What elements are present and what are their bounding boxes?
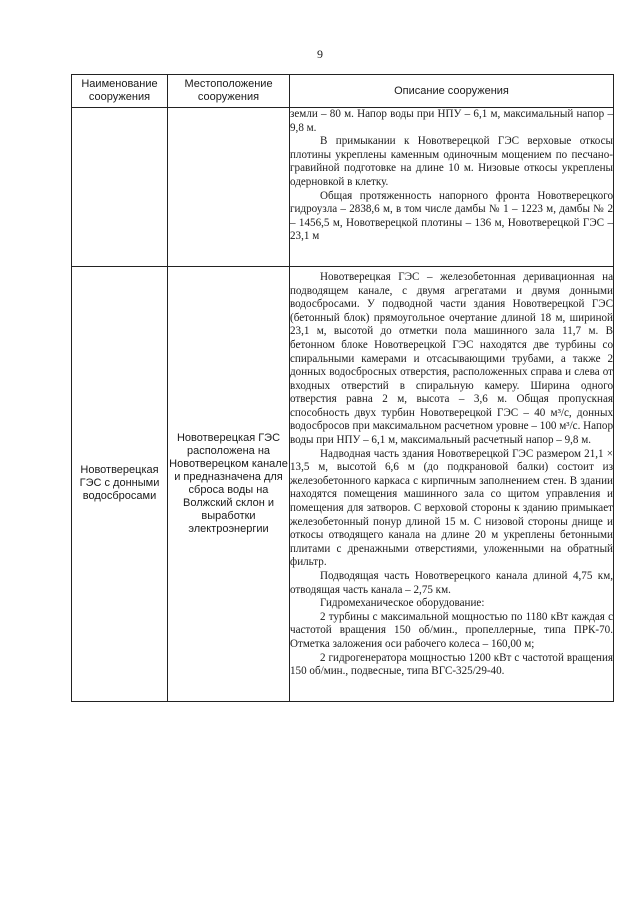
description-paragraph: 2 гидрогенератора мощностью 1200 кВт с частотой вращения 150 об/мин., подвесные, типа ВГС-325/29-40. [290, 651, 613, 678]
description-paragraph: 2 турбины с максимальной мощностью по 1180 кВт каждая с частотой вращения 150 об/мин., пропеллерные, типа ПРК-70. Отметка заложения оси рабочего колеса – 160,00 м; [290, 610, 613, 650]
page-number: 9 [317, 47, 323, 61]
row2-description-cell [290, 266, 614, 701]
row1-location-cell [168, 108, 290, 267]
description-paragraph: Подводящая часть Новотверецкого канала длиной 4,75 км, отводящая часть канала – 2,75 км. [290, 570, 613, 596]
description-paragraph: В примыкании к Новотверецкой ГЭС верховые откосы плотины укреплены каменным одиночным мощением по песчано-гравийной подготовке на длине 10 м. Низовые откосы укреплены одерновкой в клетку. [290, 135, 613, 188]
table-header-row [72, 75, 614, 108]
structure-location: Новотверецкая ГЭС расположена на Новотверецком канале и предназначена для сброса воды на Волжский склон и выработки электроэнергии [168, 266, 290, 701]
description-paragraph: земли – 80 м. Напор воды при НПУ – 6,1 м, максимальный напор – 9,8 м. [290, 108, 613, 134]
header-structure-location: Местоположение сооружения [168, 75, 290, 108]
header-structure-name: Наименование сооружения [72, 75, 168, 108]
description-paragraph: Новотверецкая ГЭС – железобетонная деривационная на подводящем канале, с двумя агрегатами и двумя донными водосбросами. У подводной части здания Новотверецкой ГЭС (бетонный блок) прямоугольное очертание длиной 18 м, шириной 23,1 м, высотой до отметки пола машинного зала 11,7 м. В бетонном блоке Новотверецкой ГЭС находятся две турбины со спиральными камерами и отсасывающими трубами, а также 2 донных водосбросных отверстия, расположенных справа и слева от входных отверстий в спиральную камеру. Ширина одного отверстия равна 2 м, высота – 3,6 м. Общая пропускная способность двух турбин Новотверецкой ГЭС – 40 м³/с, донных водосбросов при максимальном расчетном уровне – 100 м³/с. Напор воды при НПУ – 6,1 м, максимальный расчетный напор – 9,8 м. [290, 270, 613, 447]
row1-description-cell [290, 108, 614, 267]
description-paragraph: Гидромеханическое оборудование: [320, 597, 485, 610]
row1-name-cell [72, 108, 168, 267]
structure-name: Новотверецкая ГЭС с донными водосбросами [72, 266, 168, 701]
description-paragraph: Надводная часть здания Новотверецкой ГЭС размером 21,1 × 13,5 м, высотой 6,6 м (до подкрановой балки) состоит из железобетонного каркаса с кирпичным заполнением стен. В здании находятся помещения машинного зала со щитом управления и помещения для затворов. С верховой стороны к зданию примыкает железобетонный понур длиной 15 м. С низовой стороны днище и откосы отводящего канала на длине 20 м укреплены бетонными плитами с дренажными отверстиями, уложенными на обратный фильтр. [290, 447, 613, 569]
structures-table [71, 74, 614, 702]
header-structure-description: Описание сооружения [290, 75, 614, 108]
description-paragraph: Общая протяженность напорного фронта Новотверецкого гидроузла – 2838,6 м, в том числе дамбы № 1 – 1223 м, дамбы № 2 – 1456,5 м, Новотверецкой плотины – 136 м, Новотверецкой ГЭС – 23,1 м [290, 189, 613, 243]
table-row [72, 266, 614, 701]
table-row [72, 108, 614, 267]
